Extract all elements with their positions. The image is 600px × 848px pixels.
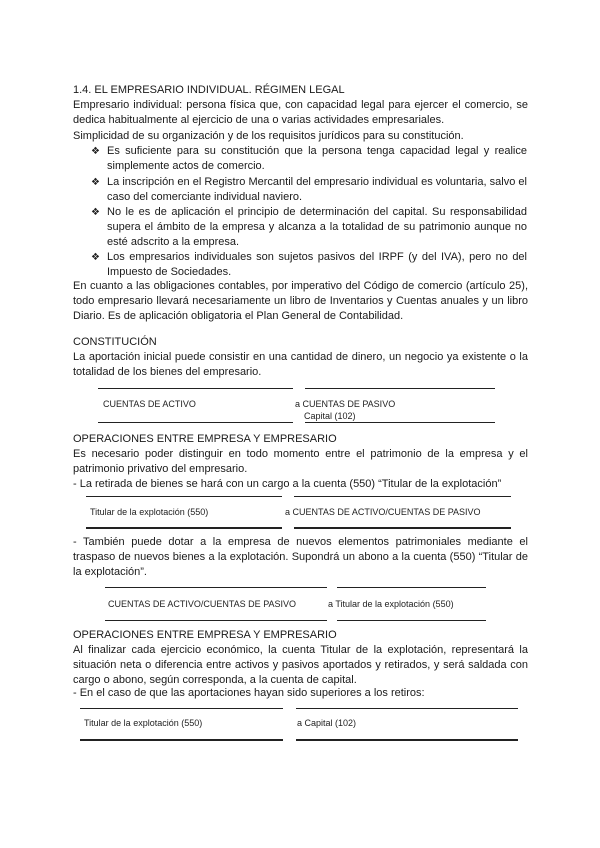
journal-rule <box>80 708 283 709</box>
journal-credit: a CUENTAS DE PASIVO <box>295 399 396 409</box>
journal-rule <box>305 388 495 389</box>
operaciones-heading: OPERACIONES ENTRE EMPRESA Y EMPRESARIO <box>73 433 337 445</box>
journal-rule <box>296 739 518 741</box>
bullet-item: No le es de aplicación el principio de determinación del capital. Su responsabilidad supera el ámbito de la empresa y alcanza a la totalidad de su patrimonio aunque no esté adscrito a la empresa. <box>107 206 527 248</box>
operaciones-heading: OPERACIONES ENTRE EMPRESA Y EMPRESARIO <box>73 629 337 641</box>
journal-rule <box>105 620 327 621</box>
intro-paragraph: Empresario individual: persona física que, con capacidad legal para ejercer el comercio, se dedica habitualmente al ejercicio de una o varias actividades empresariales. <box>73 99 528 126</box>
journal-debit: CUENTAS DE ACTIVO/CUENTAS DE PASIVO <box>108 599 297 609</box>
journal-credit-sub: Capital (102) <box>304 411 356 421</box>
journal-rule <box>86 496 282 497</box>
journal-credit: a Capital (102) <box>297 718 357 728</box>
journal-rule <box>337 587 486 588</box>
bullet-item: Es suficiente para su constitución que la persona tenga capacidad legal y realice simplemente actos de comercio. <box>107 145 527 172</box>
operaciones-paragraph: Al finalizar cada ejercicio económico, la cuenta Titular de la explotación, representará la situación neta o diferencia entre activos y pasivos aportados y retirados, y será saldada con cargo o abono, según corresponda, a la cuenta de capital. <box>73 644 528 686</box>
journal-credit: a CUENTAS DE ACTIVO/CUENTAS DE PASIVO <box>285 507 481 517</box>
journal-rule <box>305 422 495 423</box>
caso-paragraph: - En el caso de que las aportaciones hayan sido superiores a los retiros: <box>73 687 425 699</box>
bullet-icon: ❖ <box>91 252 100 263</box>
journal-rule <box>98 422 293 423</box>
retirada-paragraph: - La retirada de bienes se hará con un cargo a la cuenta (550) “Titular de la explotación” <box>73 478 502 490</box>
journal-debit: Titular de la explotación (550) <box>90 507 209 517</box>
journal-rule <box>86 527 282 529</box>
bullet-item: La inscripción en el Registro Mercantil del empresario individual es voluntaria, salvo el caso del comerciante individual naviero. <box>107 176 527 203</box>
journal-rule <box>80 739 283 741</box>
bullet-icon: ❖ <box>91 207 100 218</box>
accounting-paragraph: En cuanto a las obligaciones contables, por imperativo del Código de comercio (artículo 25), todo empresario llevará necesariamente un libro de Inventarios y Cuentas anuales y un libro Diario. Es de aplicación obligatoria el Plan General de Contabilidad. <box>73 280 528 322</box>
operaciones-paragraph: Es necesario poder distinguir en todo momento entre el patrimonio de la empresa y el patrimonio privativo del empresario. <box>73 448 528 475</box>
bullet-icon: ❖ <box>91 177 100 188</box>
journal-rule <box>294 527 511 529</box>
bullet-item: Los empresarios individuales son sujetos pasivos del IRPF (y del IVA), pero no del Impuesto de Sociedades. <box>107 251 527 278</box>
simplicity-paragraph: Simplicidad de su organización y de los requisitos jurídicos para su constitución. <box>73 130 464 142</box>
journal-rule <box>294 496 511 497</box>
journal-credit: a Titular de la explotación (550) <box>328 599 454 609</box>
journal-rule <box>296 708 518 709</box>
bullet-icon: ❖ <box>91 146 100 157</box>
journal-rule <box>98 388 293 389</box>
journal-rule <box>337 620 486 621</box>
constitucion-heading: CONSTITUCIÓN <box>73 336 157 348</box>
section-title: 1.4. EL EMPRESARIO INDIVIDUAL. RÉGIMEN LEGAL <box>73 84 345 96</box>
journal-rule <box>105 587 327 588</box>
journal-debit: CUENTAS DE ACTIVO <box>103 399 196 409</box>
dotacion-paragraph: - También puede dotar a la empresa de nuevos elementos patrimoniales mediante el traspaso de nuevos bienes a la explotación. Supondrá un abono a la cuenta (550) “Titular de la explotación”. <box>73 536 528 578</box>
journal-debit: Titular de la explotación (550) <box>84 718 203 728</box>
constitucion-paragraph: La aportación inicial puede consistir en una cantidad de dinero, un negocio ya existente o la totalidad de los bienes del empresario. <box>73 351 528 378</box>
